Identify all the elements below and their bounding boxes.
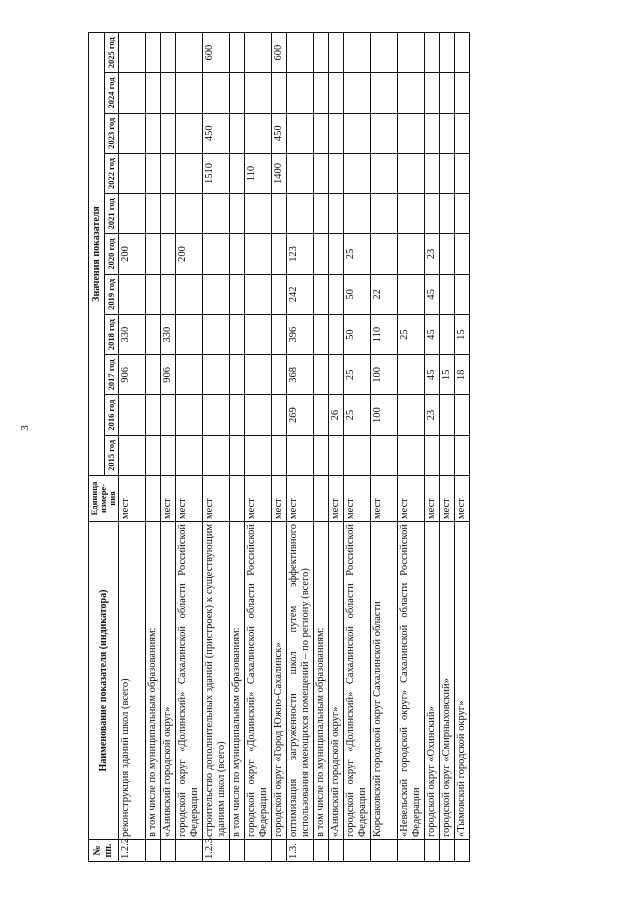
value-cell	[202, 73, 229, 113]
value-cell	[397, 355, 424, 395]
unit-cell: мест	[343, 476, 370, 522]
value-cell	[397, 435, 424, 475]
value-cell	[424, 153, 439, 193]
value-cell	[439, 33, 454, 73]
value-cell: 396	[286, 314, 313, 354]
value-cell	[229, 153, 244, 193]
value-cell	[145, 274, 160, 314]
indicator-name: реконструкция зданий школ (всего)	[118, 522, 145, 840]
value-cell	[244, 33, 271, 73]
table-row	[160, 33, 175, 862]
value-cell	[145, 234, 160, 274]
value-cell	[439, 274, 454, 314]
value-cell	[397, 153, 424, 193]
value-cell	[118, 194, 145, 234]
value-cell	[244, 395, 271, 435]
row-number	[439, 840, 454, 862]
value-cell	[454, 73, 469, 113]
value-cell: 200	[118, 234, 145, 274]
value-cell	[454, 395, 469, 435]
value-cell	[439, 194, 454, 234]
value-cell	[313, 73, 328, 113]
value-cell: 26	[328, 395, 343, 435]
value-cell: 1400	[271, 153, 286, 193]
value-cell	[313, 355, 328, 395]
value-cell	[328, 113, 343, 153]
value-cell	[271, 435, 286, 475]
indicator-name: городской округ «Смирныховский»	[439, 522, 454, 840]
table-row	[229, 33, 244, 862]
table-row	[424, 33, 439, 862]
value-cell	[244, 73, 271, 113]
value-cell	[439, 395, 454, 435]
value-cell	[271, 314, 286, 354]
table-row	[370, 33, 397, 862]
value-cell: 100	[370, 355, 397, 395]
value-cell	[202, 355, 229, 395]
indicator-name: «Анивский городской округ»	[160, 522, 175, 840]
value-cell	[313, 395, 328, 435]
value-cell	[118, 395, 145, 435]
value-cell	[271, 395, 286, 435]
value-cell	[454, 33, 469, 73]
value-cell: 110	[244, 153, 271, 193]
value-cell	[439, 153, 454, 193]
header-year: 2022 год	[105, 153, 119, 193]
table-row	[118, 33, 145, 862]
value-cell: 50	[343, 274, 370, 314]
value-cell	[286, 113, 313, 153]
value-cell	[454, 435, 469, 475]
row-number	[244, 840, 271, 862]
value-cell	[397, 274, 424, 314]
value-cell	[145, 33, 160, 73]
table-row	[145, 33, 160, 862]
value-cell	[229, 274, 244, 314]
value-cell	[328, 73, 343, 113]
value-cell	[118, 113, 145, 153]
value-cell	[145, 113, 160, 153]
indicator-name: городской округ «Долинский» Сахалинской области Российской Федерации	[175, 522, 202, 840]
unit-cell: мест	[286, 476, 313, 522]
value-cell	[397, 194, 424, 234]
value-cell: 330	[160, 314, 175, 354]
value-cell	[229, 33, 244, 73]
row-number	[397, 840, 424, 862]
value-cell	[454, 113, 469, 153]
value-cell	[439, 314, 454, 354]
value-cell	[343, 435, 370, 475]
value-cell	[175, 153, 202, 193]
value-cell	[313, 274, 328, 314]
value-cell	[328, 435, 343, 475]
value-cell	[118, 33, 145, 73]
value-cell: 906	[118, 355, 145, 395]
indicator-name: «Тымовский городской округ»	[454, 522, 469, 840]
value-cell	[343, 194, 370, 234]
value-cell	[328, 194, 343, 234]
indicator-name: городской округ «Долинский» Сахалинской области Российской Федерации	[343, 522, 370, 840]
unit-cell: мест	[271, 476, 286, 522]
value-cell	[313, 113, 328, 153]
value-cell: 50	[343, 314, 370, 354]
value-cell	[370, 153, 397, 193]
value-cell	[175, 113, 202, 153]
value-cell	[175, 73, 202, 113]
value-cell: 100	[370, 395, 397, 435]
value-cell	[454, 274, 469, 314]
value-cell	[118, 435, 145, 475]
header-num: № пп.	[89, 840, 119, 862]
value-cell	[271, 194, 286, 234]
value-cell	[370, 113, 397, 153]
value-cell	[439, 113, 454, 153]
value-cell: 200	[175, 234, 202, 274]
value-cell	[286, 194, 313, 234]
value-cell	[244, 355, 271, 395]
header-year: 2016 год	[105, 395, 119, 435]
value-cell: 45	[424, 355, 439, 395]
unit-cell: мест	[439, 476, 454, 522]
value-cell	[202, 435, 229, 475]
value-cell	[118, 274, 145, 314]
header-name: Наименование показателя (индикатора)	[89, 522, 119, 840]
unit-cell: мест	[160, 476, 175, 522]
value-cell: 15	[454, 314, 469, 354]
header-year: 2024 год	[105, 73, 119, 113]
value-cell	[271, 234, 286, 274]
indicator-table	[88, 32, 470, 862]
value-cell: 330	[118, 314, 145, 354]
table-row	[271, 33, 286, 862]
unit-cell: мест	[202, 476, 229, 522]
table-row	[313, 33, 328, 862]
value-cell	[439, 435, 454, 475]
unit-cell: мест	[175, 476, 202, 522]
table-row	[175, 33, 202, 862]
unit-cell	[229, 476, 244, 522]
value-cell	[424, 435, 439, 475]
value-cell	[397, 395, 424, 435]
value-cell	[313, 33, 328, 73]
value-cell	[328, 33, 343, 73]
value-cell: 269	[286, 395, 313, 435]
value-cell	[397, 33, 424, 73]
value-cell	[424, 194, 439, 234]
unit-cell: мест	[118, 476, 145, 522]
value-cell	[424, 73, 439, 113]
value-cell	[229, 435, 244, 475]
row-number	[160, 840, 175, 862]
value-cell	[370, 33, 397, 73]
indicator-name: городской округ «Долинский» Сахалинской области Российской Федерации	[244, 522, 271, 840]
value-cell	[244, 314, 271, 354]
value-cell	[160, 435, 175, 475]
value-cell	[313, 194, 328, 234]
value-cell	[160, 33, 175, 73]
value-cell	[175, 194, 202, 234]
value-cell: 25	[397, 314, 424, 354]
row-number	[328, 840, 343, 862]
value-cell	[286, 33, 313, 73]
table-row	[343, 33, 370, 862]
value-cell: 368	[286, 355, 313, 395]
value-cell: 15	[439, 355, 454, 395]
value-cell	[343, 153, 370, 193]
value-cell	[343, 33, 370, 73]
value-cell	[370, 234, 397, 274]
value-cell	[370, 194, 397, 234]
value-cell	[313, 153, 328, 193]
value-cell	[439, 234, 454, 274]
indicator-name: в том числе по муниципальным образованиям:	[313, 522, 328, 840]
value-cell	[229, 73, 244, 113]
value-cell	[313, 234, 328, 274]
value-cell	[328, 153, 343, 193]
value-cell	[160, 194, 175, 234]
unit-cell	[145, 476, 160, 522]
value-cell	[244, 194, 271, 234]
value-cell	[160, 274, 175, 314]
value-cell	[244, 113, 271, 153]
value-cell	[160, 73, 175, 113]
header-year: 2015 год	[105, 435, 119, 475]
value-cell	[145, 153, 160, 193]
page-number: 3	[18, 425, 31, 431]
value-cell	[271, 355, 286, 395]
header-year: 2023 год	[105, 113, 119, 153]
table-row	[454, 33, 469, 862]
value-cell: 18	[454, 355, 469, 395]
unit-cell: мест	[424, 476, 439, 522]
value-cell	[397, 73, 424, 113]
indicator-name: в том числе по муниципальным образованиям:	[145, 522, 160, 840]
header-year: 2018 год	[105, 314, 119, 354]
value-cell	[175, 395, 202, 435]
value-cell	[343, 73, 370, 113]
value-cell: 450	[202, 113, 229, 153]
value-cell	[229, 234, 244, 274]
unit-cell: мест	[454, 476, 469, 522]
value-cell	[439, 73, 454, 113]
header-year: 2025 год	[105, 33, 119, 73]
value-cell	[145, 435, 160, 475]
unit-cell: мест	[244, 476, 271, 522]
value-cell	[118, 73, 145, 113]
value-cell	[145, 395, 160, 435]
value-cell	[145, 355, 160, 395]
value-cell: 23	[424, 395, 439, 435]
value-cell	[454, 234, 469, 274]
value-cell: 450	[271, 113, 286, 153]
table-row	[202, 33, 229, 862]
row-number	[370, 840, 397, 862]
value-cell	[175, 435, 202, 475]
value-cell	[202, 194, 229, 234]
value-cell	[286, 153, 313, 193]
value-cell	[229, 314, 244, 354]
value-cell	[175, 314, 202, 354]
value-cell	[454, 194, 469, 234]
value-cell: 110	[370, 314, 397, 354]
value-cell	[118, 153, 145, 193]
row-number	[454, 840, 469, 862]
value-cell	[328, 355, 343, 395]
value-cell	[160, 153, 175, 193]
row-number	[424, 840, 439, 862]
value-cell: 906	[160, 355, 175, 395]
value-cell	[313, 435, 328, 475]
value-cell	[424, 113, 439, 153]
unit-cell: мест	[328, 476, 343, 522]
value-cell	[229, 113, 244, 153]
value-cell	[145, 194, 160, 234]
indicator-name: Корсаковский городской округ Сахалинской области	[370, 522, 397, 840]
row-number	[343, 840, 370, 862]
value-cell	[328, 274, 343, 314]
value-cell	[175, 33, 202, 73]
value-cell	[370, 73, 397, 113]
value-cell: 25	[343, 355, 370, 395]
header-unit: Единица измере-ния	[89, 476, 119, 522]
value-cell	[244, 234, 271, 274]
value-cell	[397, 234, 424, 274]
row-number	[271, 840, 286, 862]
value-cell	[145, 73, 160, 113]
value-cell	[454, 153, 469, 193]
value-cell	[286, 435, 313, 475]
value-cell	[229, 355, 244, 395]
row-number	[175, 840, 202, 862]
value-cell: 600	[271, 33, 286, 73]
value-cell	[328, 314, 343, 354]
value-cell	[202, 274, 229, 314]
value-cell: 600	[202, 33, 229, 73]
value-cell	[175, 274, 202, 314]
value-cell	[244, 435, 271, 475]
value-cell	[271, 73, 286, 113]
table-row	[328, 33, 343, 862]
value-cell: 45	[424, 314, 439, 354]
value-cell	[244, 274, 271, 314]
value-cell: 123	[286, 234, 313, 274]
row-number	[313, 840, 328, 862]
value-cell: 25	[343, 395, 370, 435]
table-row	[439, 33, 454, 862]
header-year: 2020 год	[105, 234, 119, 274]
header-year: 2017 год	[105, 355, 119, 395]
value-cell: 242	[286, 274, 313, 314]
unit-cell: мест	[397, 476, 424, 522]
value-cell	[328, 234, 343, 274]
value-cell	[202, 314, 229, 354]
value-cell	[145, 314, 160, 354]
value-cell: 23	[424, 234, 439, 274]
value-cell: 45	[424, 274, 439, 314]
value-cell	[160, 113, 175, 153]
indicator-name: городской округ «Город Южно-Сахалинск»	[271, 522, 286, 840]
table-row	[397, 33, 424, 862]
row-number	[145, 840, 160, 862]
indicator-name: строительство дополнительных зданий (пристроек) к существующим зданиям школ (всего)	[202, 522, 229, 840]
value-cell	[286, 73, 313, 113]
value-cell	[343, 113, 370, 153]
value-cell	[313, 314, 328, 354]
row-number: 1.2.3	[202, 840, 229, 862]
row-number	[229, 840, 244, 862]
header-values-group: Значения показателя	[89, 33, 105, 476]
unit-cell	[313, 476, 328, 522]
value-cell	[202, 395, 229, 435]
value-cell	[202, 234, 229, 274]
indicator-name: городской округ «Охинский»	[424, 522, 439, 840]
value-cell	[424, 33, 439, 73]
value-cell	[229, 395, 244, 435]
value-cell	[370, 435, 397, 475]
indicator-name: в том числе по муниципальным образованиям:	[229, 522, 244, 840]
value-cell: 25	[343, 234, 370, 274]
indicator-name: оптимизация загруженности школ путем эффективного использования имеющихся помещений – по региону (всего)	[286, 522, 313, 840]
unit-cell: мест	[370, 476, 397, 522]
value-cell	[397, 113, 424, 153]
header-year: 2019 год	[105, 274, 119, 314]
value-cell: 1510	[202, 153, 229, 193]
row-number: 1.2.2	[118, 840, 145, 862]
value-cell	[271, 274, 286, 314]
table-row	[286, 33, 313, 862]
value-cell: 22	[370, 274, 397, 314]
value-cell	[160, 395, 175, 435]
value-cell	[175, 355, 202, 395]
header-year: 2021 год	[105, 194, 119, 234]
indicator-name: «Невельский городской округ» Сахалинской области Российской Федерации	[397, 522, 424, 840]
indicator-name: «Анивский городской округ»	[328, 522, 343, 840]
value-cell	[229, 194, 244, 234]
value-cell	[160, 234, 175, 274]
row-number: 1.3.	[286, 840, 313, 862]
table-row	[244, 33, 271, 862]
